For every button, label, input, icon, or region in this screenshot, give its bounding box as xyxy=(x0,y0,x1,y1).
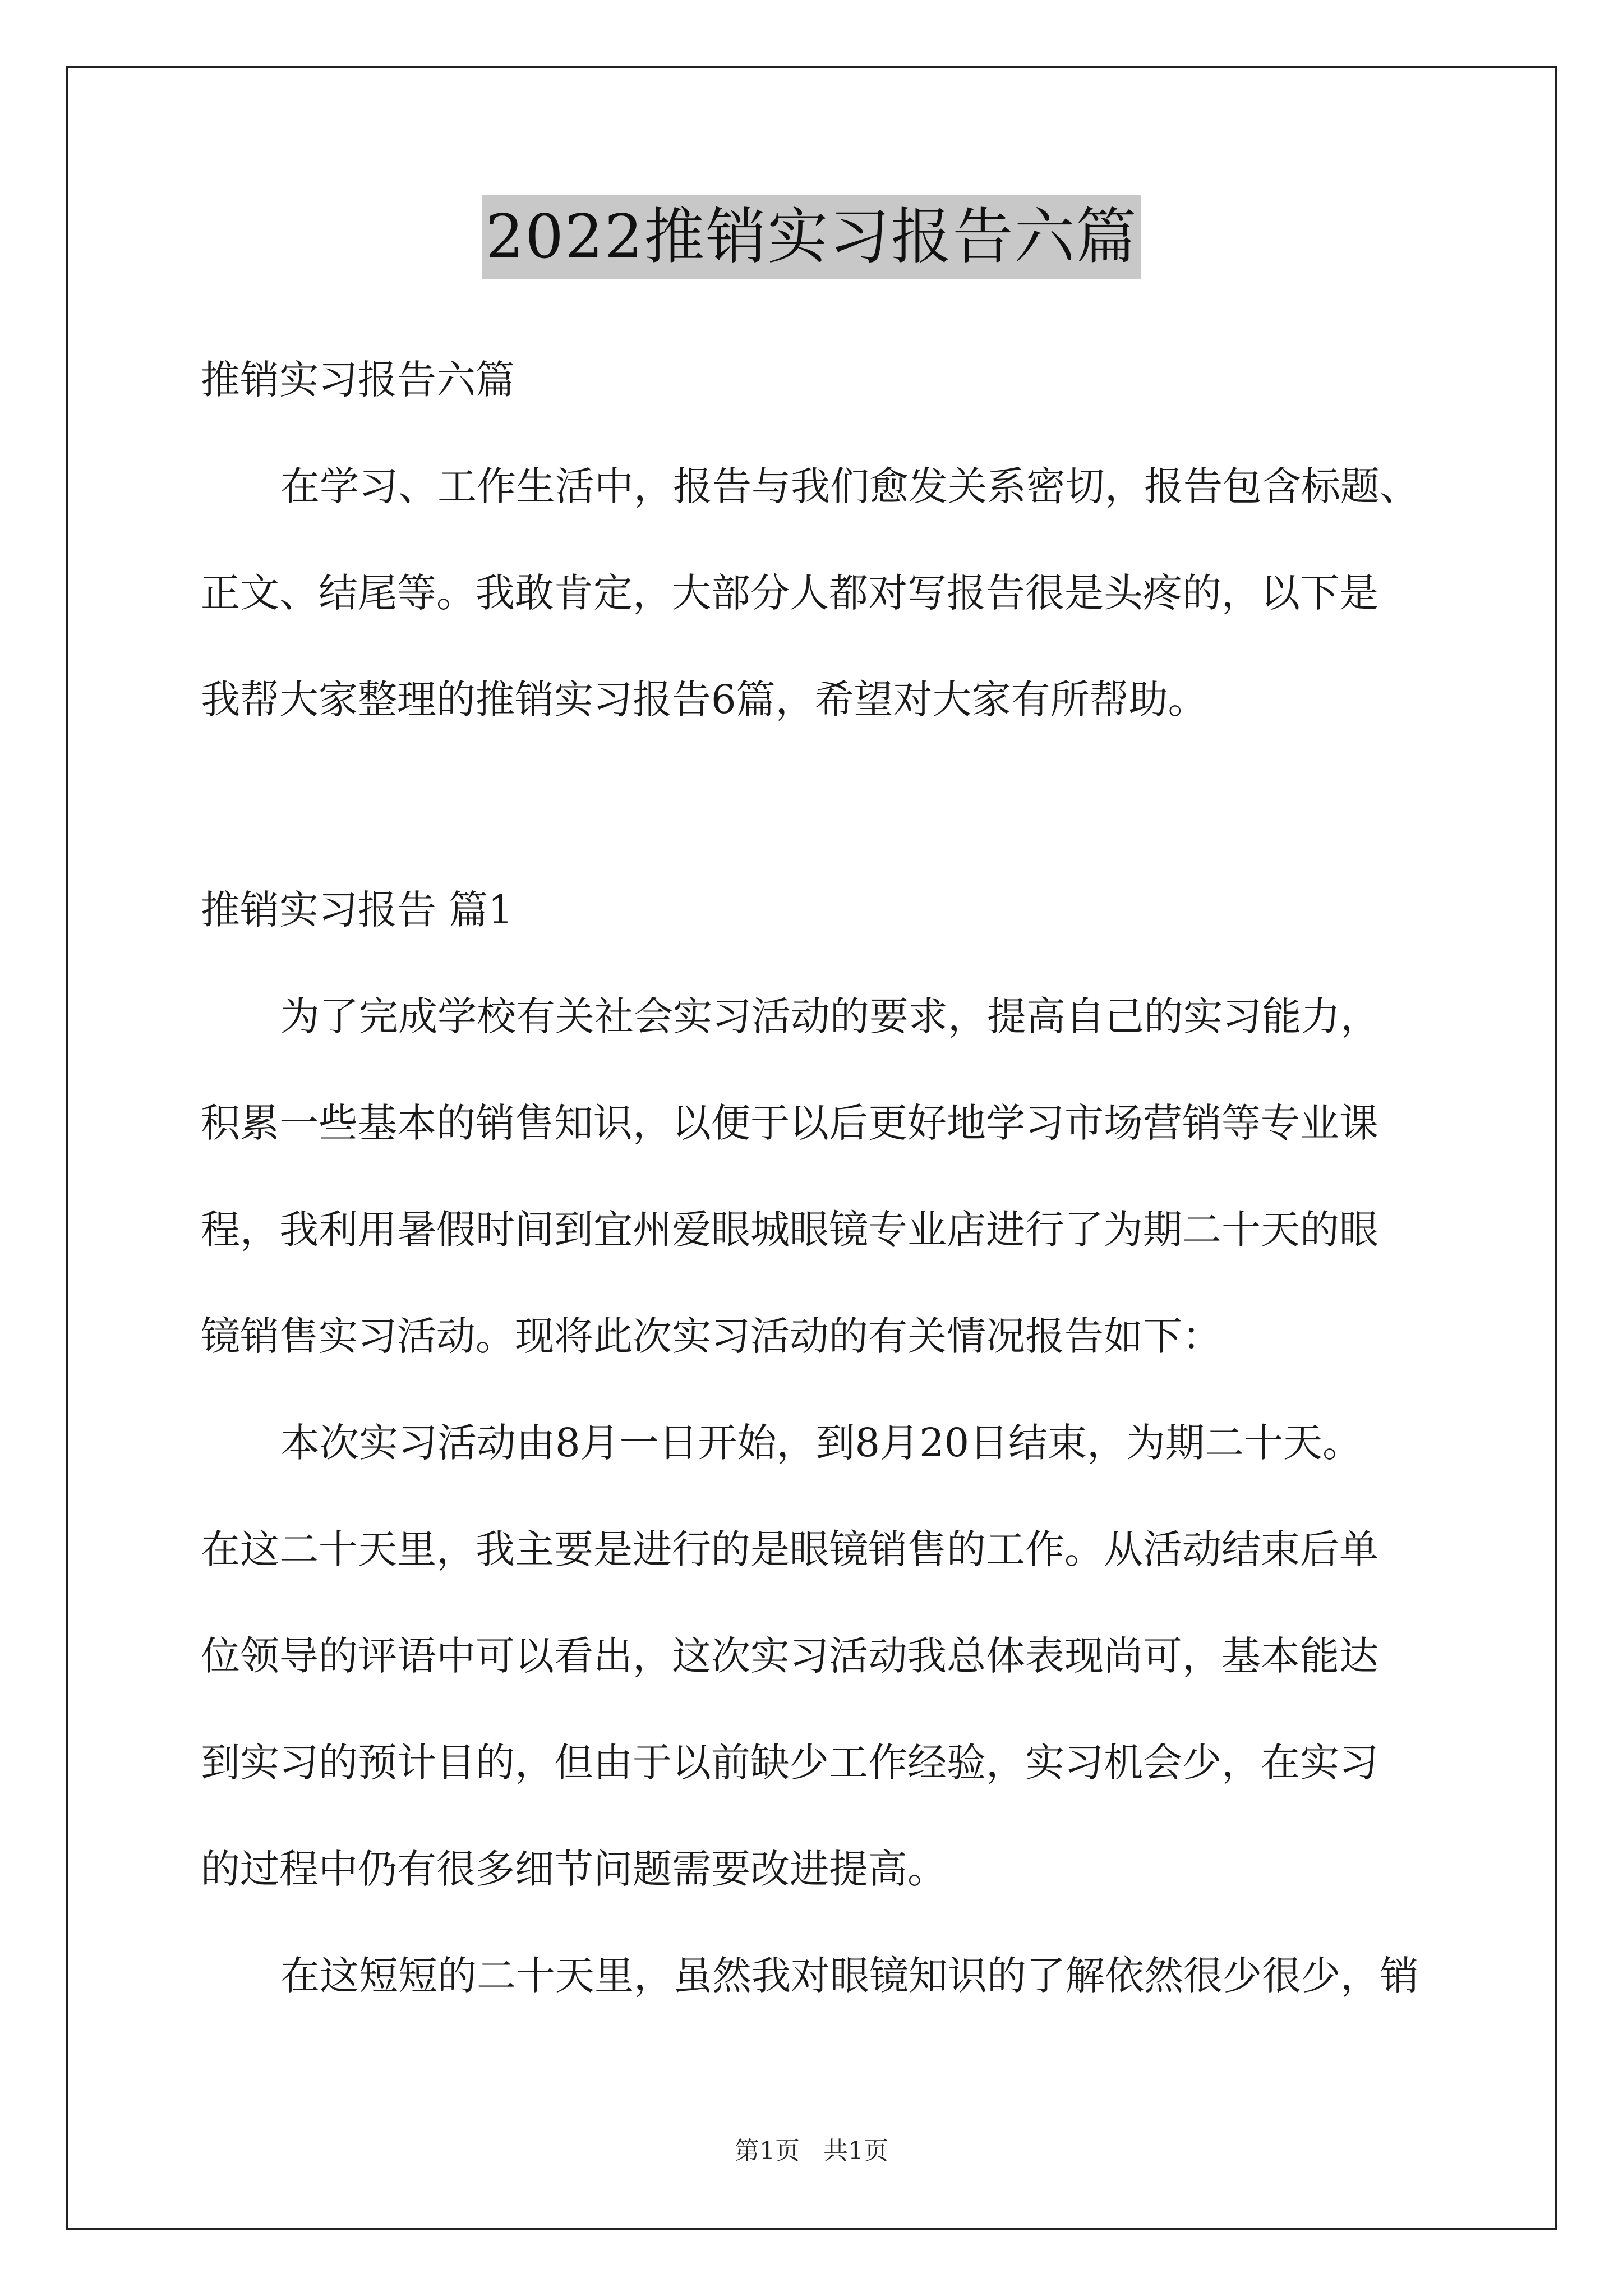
section-heading: 推销实习报告 篇1 xyxy=(201,887,513,933)
paragraph-line: 在这短短的二十天里，虽然我对眼镜知识的了解依然很少很少，销 xyxy=(280,1953,1419,1999)
paragraph-line: 在这二十天里，我主要是进行的是眼镜销售的工作。从活动结束后单 xyxy=(201,1526,1378,1572)
page-number-footer: 第1页 共1页 xyxy=(735,2137,888,2165)
paragraph-line: 位领导的评语中可以看出，这次实习活动我总体表现尚可，基本能达 xyxy=(201,1633,1378,1679)
paragraph-line: 镜销售实习活动。现将此次实习活动的有关情况报告如下： xyxy=(201,1313,1221,1359)
paragraph-line: 我帮大家整理的推销实习报告6篇，希望对大家有所帮助。 xyxy=(201,677,1207,723)
document-title: 2022推销实习报告六篇 xyxy=(482,195,1141,279)
paragraph-line: 积累一些基本的销售知识，以便于以后更好地学习市场营销等专业课 xyxy=(201,1100,1378,1146)
paragraph-line: 为了完成学校有关社会实习活动的要求，提高自己的实习能力， xyxy=(280,993,1380,1039)
intro-heading: 推销实习报告六篇 xyxy=(201,357,515,403)
paragraph-line: 在学习、工作生活中，报告与我们愈发关系密切，报告包含标题、 xyxy=(280,463,1419,509)
paragraph-line: 的过程中仍有很多细节问题需要改进提高。 xyxy=(201,1846,947,1892)
paragraph-line: 到实习的预计目的，但由于以前缺少工作经验，实习机会少，在实习 xyxy=(201,1740,1378,1786)
paragraph-line: 程，我利用暑假时间到宜州爱眼城眼镜专业店进行了为期二十天的眼 xyxy=(201,1207,1378,1253)
paragraph-line: 本次实习活动由8月一日开始，到8月20日结束，为期二十天。 xyxy=(280,1420,1362,1466)
paragraph-line: 正文、结尾等。我敢肯定，大部分人都对写报告很是头疼的，以下是 xyxy=(201,570,1378,616)
title-area xyxy=(0,195,1623,279)
